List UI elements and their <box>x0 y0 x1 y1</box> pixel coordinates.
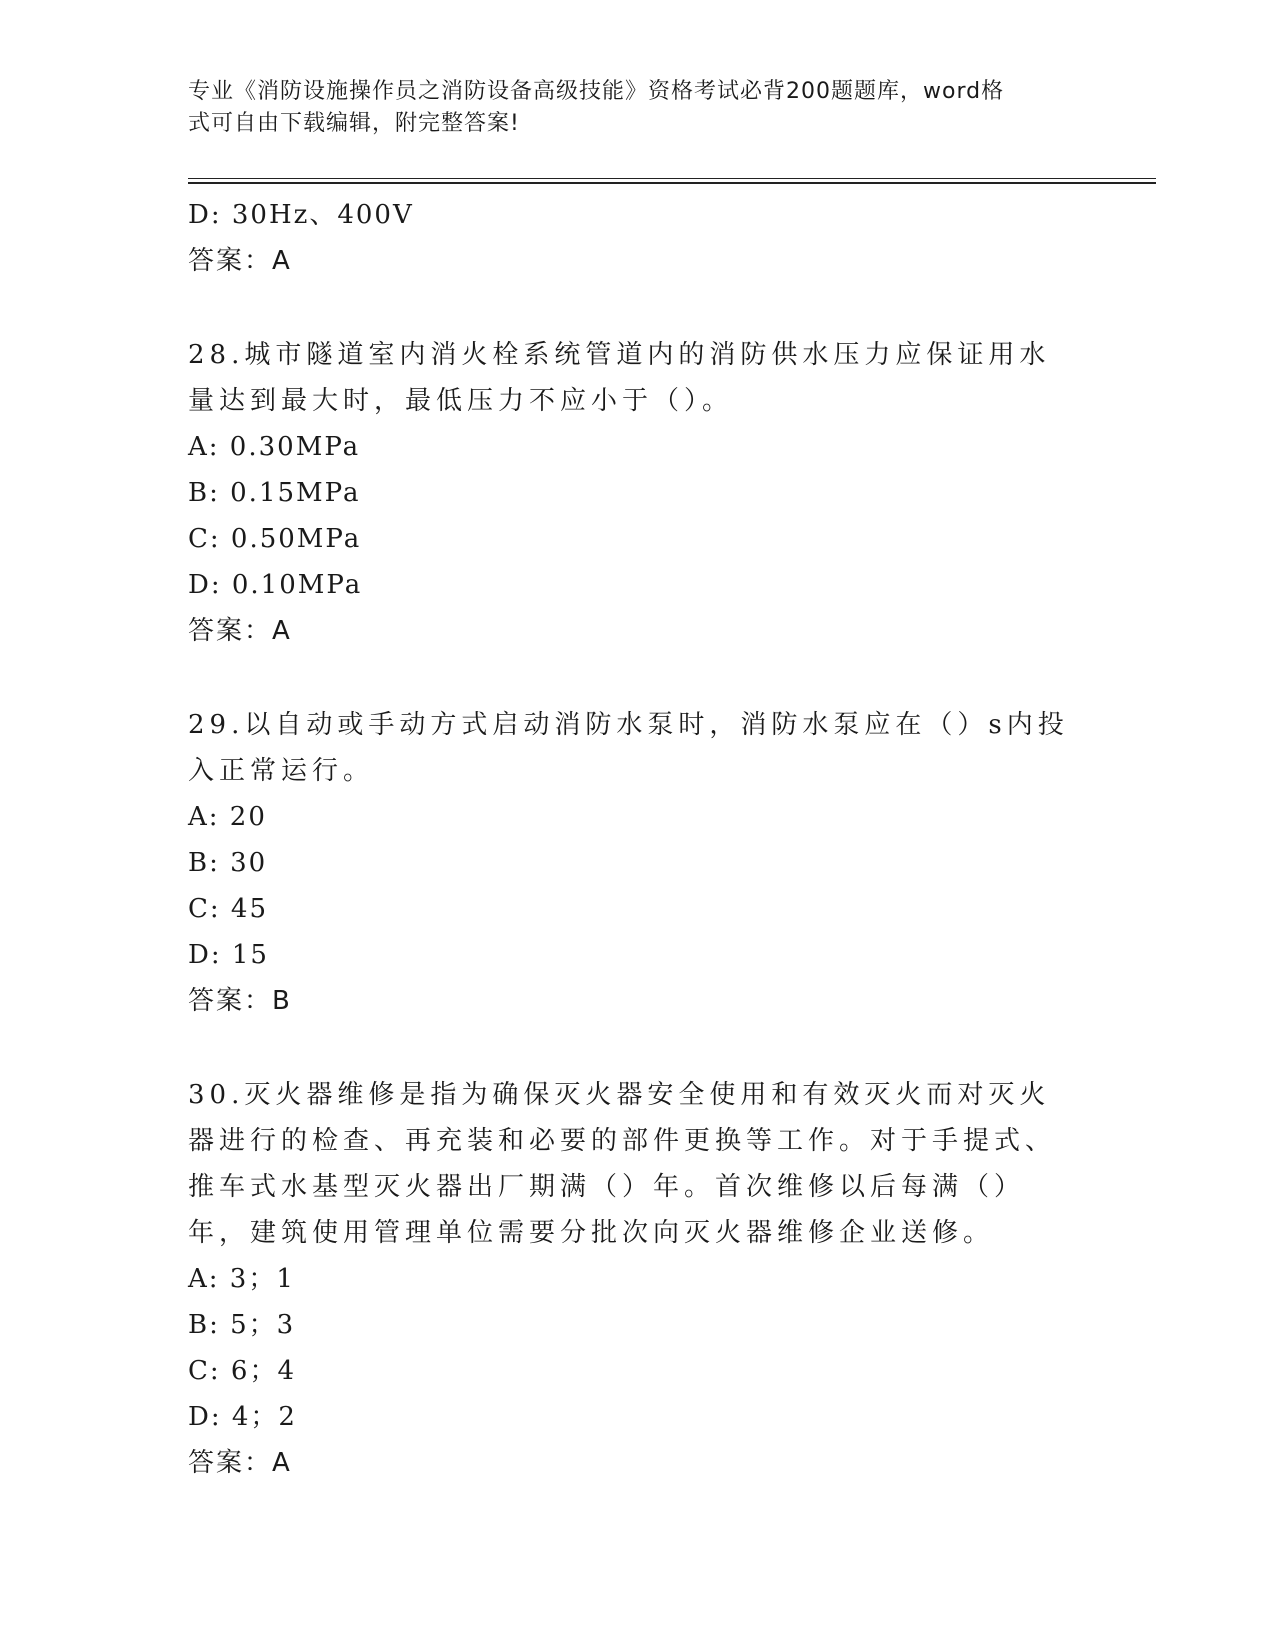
question-30-option-d: D: 4；2 <box>188 1402 297 1432</box>
question-28-option-a: A: 0.30MPa <box>188 432 361 462</box>
question-30-text: 30.灭火器维修是指为确保灭火器安全使用和有效灭火而对灭火器进行的检查、再充装和必要的部件更换等工作。对于手提式、推车式水基型灭火器出厂期满（）年。首次维修以后每满（）年，建筑使用管理单位需要分批次向灭火器维修企业送修。 <box>188 1080 1057 1248</box>
question-content <box>188 192 1078 1486</box>
question-29-answer: 答案：B <box>188 986 292 1016</box>
question-28-option-d: D: 0.10MPa <box>188 570 363 600</box>
question-29 <box>188 702 1078 1024</box>
header-divider-thick <box>188 182 1156 184</box>
prev-option-d: D: 30Hz、400V <box>188 200 414 230</box>
question-29-option-a: A: 20 <box>188 802 267 832</box>
question-30-option-c: C: 6；4 <box>188 1356 297 1386</box>
header-line-2: 式可自由下载编辑，附完整答案! <box>188 111 520 136</box>
question-30-option-b: B: 5；3 <box>188 1310 296 1340</box>
question-30-option-a: A: 3；1 <box>188 1264 295 1294</box>
question-28-answer: 答案：A <box>188 616 292 646</box>
header-line-1: 专业《消防设施操作员之消防设备高级技能》资格考试必背200题题库，word格 <box>188 79 1005 104</box>
question-28 <box>188 332 1078 654</box>
question-29-option-c: C: 45 <box>188 894 269 924</box>
question-30 <box>188 1072 1078 1486</box>
question-30-answer: 答案：A <box>188 1448 292 1478</box>
header-divider-thin <box>188 178 1156 179</box>
question-29-option-d: D: 15 <box>188 940 269 970</box>
question-29-text: 29.以自动或手动方式启动消防水泵时，消防水泵应在（）s内投入正常运行。 <box>188 710 1069 786</box>
question-28-option-c: C: 0.50MPa <box>188 524 362 554</box>
question-28-text: 28.城市隧道室内消火栓系统管道内的消防供水压力应保证用水量达到最大时，最低压力不应小于（）。 <box>188 340 1051 416</box>
question-29-option-b: B: 30 <box>188 848 268 878</box>
prev-answer: 答案：A <box>188 246 292 276</box>
question-28-option-b: B: 0.15MPa <box>188 478 361 508</box>
page-header <box>188 76 1068 140</box>
